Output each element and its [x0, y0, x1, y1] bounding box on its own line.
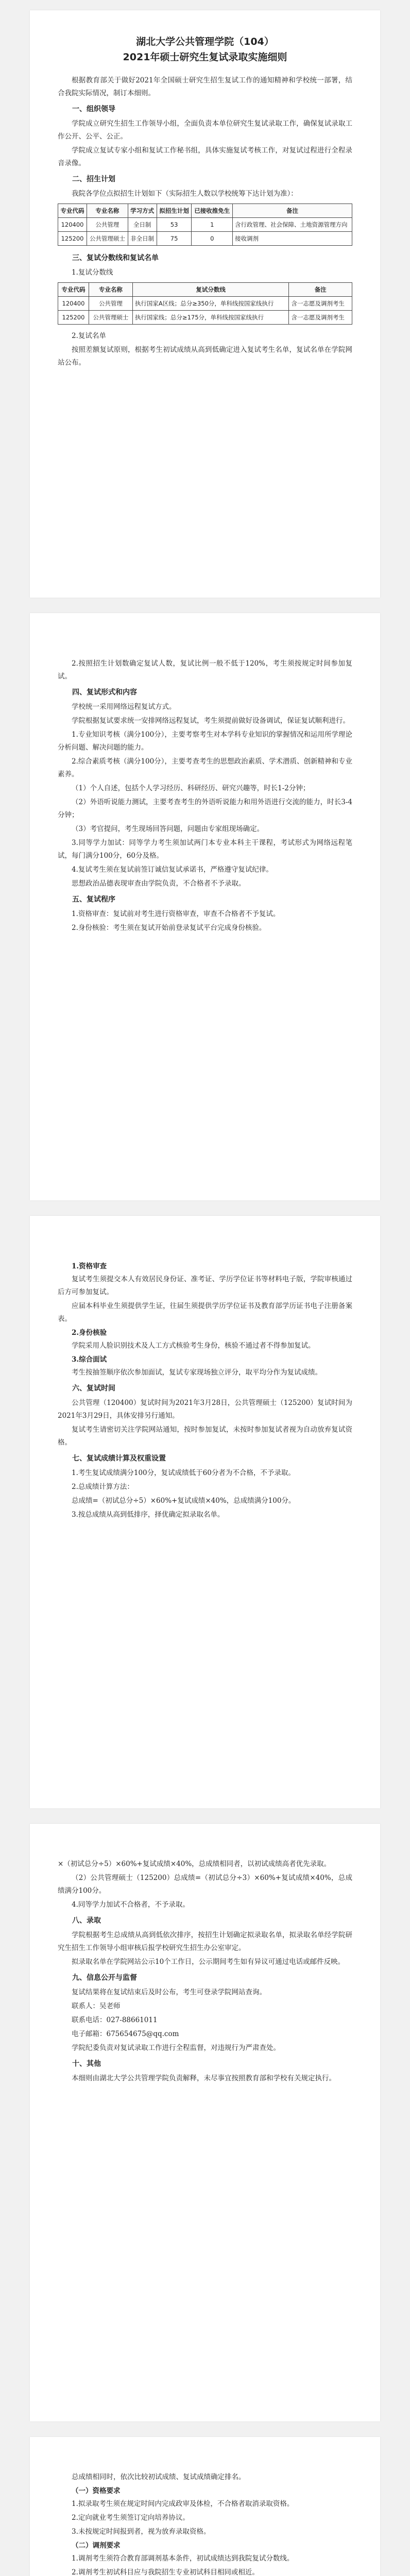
paragraph: 学院成立复试专家小组和复试工作秘书组，具体实施复试考核工作，对复试过程进行全程录音录像。	[58, 146, 352, 167]
paragraph: 复试结果将在复试结束后及时公布，考生可登录学院网站查询。	[72, 1988, 266, 1996]
table-cell: 执行国家A区线；总分≥350分，单科线按国家线执行	[132, 297, 288, 311]
spacer	[58, 1240, 352, 1260]
paragraph: ×（初试总分÷5）×60%+复试成绩×40%，总成绩相同者，以初试成绩高者优先录取。	[58, 1860, 331, 1868]
table-cell: 公共管理硕士	[87, 232, 128, 246]
paragraph: 2.综合素质考核（满分100分），主要考查考生的思想政治素质、学术潜质、创新精神和专业素养。	[58, 757, 352, 778]
table-cell: 含一志愿及调剂考生	[289, 311, 352, 325]
subsection-heading: 1.资格审查	[72, 1262, 107, 1270]
spacer	[58, 637, 352, 657]
table-header-cell: 备注	[233, 204, 352, 218]
paragraph: 总成绩相同时，依次比较初试成绩、复试成绩确定排名。	[72, 2473, 246, 2481]
email-address: 675654675@qq.com	[106, 2030, 179, 2038]
table-cell: 执行国家线；总分≥175分，单科线按国家线执行	[132, 311, 288, 325]
paragraph: 1.复试分数线	[72, 268, 113, 277]
paragraph: 思想政治品德表现审查由学院负责，不合格者不予录取。	[72, 879, 246, 888]
document-page-4	[30, 1824, 380, 2421]
subsection-heading: 2.身份核验	[72, 1329, 107, 1337]
paragraph: 复试考生请密切关注学院网站通知，按时参加复试，未按时参加复试者视为自动放弃复试资格。	[58, 1426, 352, 1447]
table-row	[58, 218, 352, 232]
table-cell: 公共管理硕士	[89, 311, 132, 325]
paragraph: 公共管理（120400）复试时间为2021年3月28日，公共管理硕士（125200）复试时间为2021年3月29日，具体安排另行通知。	[58, 1399, 352, 1420]
section-heading: 六、复试时间	[72, 1384, 115, 1393]
spacer	[58, 1848, 352, 1858]
document-title: 湖北大学公共管理学院（104）	[136, 36, 274, 47]
paragraph: 1.调剂考生须符合教育部调剂基本条件，初试成绩达到我院复试分数线。	[72, 2554, 294, 2563]
paragraph: 学院采用人脸识别技术及人工方式核验考生身份，核验不通过者不得参加复试。	[72, 1342, 315, 1350]
section-heading: 八、录取	[72, 1917, 101, 1925]
email-line	[58, 2028, 352, 2041]
document-page-3	[30, 1216, 380, 1808]
paragraph: 2.身份核验：考生须在复试开始前登录复试平台完成身份核验。	[72, 924, 266, 932]
section-heading: 七、复试成绩计算及权重设置	[72, 1454, 166, 1463]
section-heading: 一、组织领导	[72, 105, 115, 113]
document-page-5	[30, 2437, 380, 2576]
table-cell: 公共管理	[87, 218, 128, 232]
table-header-cell: 专业代码	[58, 283, 89, 297]
spacer	[58, 2461, 352, 2471]
paragraph: 学院根据考生总成绩从高到低依次排序，按招生计划确定拟录取名单，拟录取名单经学院研究生招生工作领导小组审核后报学校研究生招生办公室审定。	[58, 1931, 352, 1952]
table-cell: 75	[157, 232, 192, 246]
paragraph: 1.拟录取考生须在规定时间内完成政审及体检，不合格者取消录取资格。	[72, 2500, 294, 2508]
table-cell: 含行政管理、社会保障、土地资源管理方向	[233, 218, 352, 232]
paragraph: 2.定向就业考生须签订定向培养协议。	[72, 2514, 190, 2522]
paragraph: 我院各学位点拟招生计划如下（实际招生人数以学校统筹下达计划为准）：	[72, 190, 298, 198]
table-row	[58, 232, 352, 246]
section-heading: 五、复试程序	[72, 895, 115, 904]
paragraph: （2）外语听说能力测试，主要考查考生的外语听说能力和用外语进行交流的能力，时长3-4分钟；	[58, 798, 352, 819]
phone-label: 联系电话：	[72, 2016, 107, 2024]
table-cell: 接收调剂	[233, 232, 352, 246]
paragraph: 1.考生复试成绩满分100分，复试成绩低于60分者为不合格，不予录取。	[72, 1469, 295, 1477]
paragraph: 考生按抽签顺序依次参加面试，复试专家现场独立评分，取平均分作为复试成绩。	[72, 1368, 322, 1377]
table-cell: 1	[192, 218, 233, 232]
paragraph: 3.未按规定时间报到者，视为放弃录取资格。	[72, 2528, 211, 2536]
table-cell: 含一志愿及调剂考生	[289, 297, 352, 311]
phone-number: 027-88661011	[106, 2016, 158, 2024]
paragraph: 按照差额复试原则，根据考生初试成绩从高到低确定进入复试考生名单，复试名单在学院网站公布。	[58, 346, 352, 367]
paragraph: 总成绩=（初试总分÷5）×60%+复试成绩×40%，总成绩满分100分。	[72, 1497, 296, 1505]
paragraph: 3.按总成绩从高到低排序，择优确定拟录取名单。	[72, 1511, 225, 1519]
table-header-row	[58, 283, 352, 297]
paragraph: 2.总成绩计算方法：	[72, 1483, 134, 1491]
paragraph: 3.同等学力加试：同等学力考生须加试两门本专业本科主干课程，考试形式为网络远程笔试，每门满分100分，60分及格。	[58, 839, 352, 860]
section-heading: 四、复试形式和内容	[72, 688, 137, 697]
paragraph: 2.复试名单	[72, 332, 106, 340]
table-cell: 全日制	[128, 218, 157, 232]
table-header-cell: 拟招生计划	[157, 204, 192, 218]
table-header-cell: 专业代码	[58, 204, 87, 218]
table-cell: 0	[192, 232, 233, 246]
paragraph: 4.复试考生须在复试前签订诚信复试承诺书，严格遵守复试纪律。	[72, 866, 273, 874]
subsection-heading: 3.综合面试	[72, 1355, 107, 1364]
paragraph: 1.专业知识考核（满分100分），主要考察考生对本学科专业知识的掌握情况和运用所学理论分析问题、解决问题的能力。	[58, 731, 352, 752]
paragraph: 学校统一采用网络远程复试方式。	[72, 703, 176, 711]
section-heading: 九、信息公开与监督	[72, 1974, 137, 1982]
paragraph: （2）公共管理硕士（125200）总成绩=（初试总分÷3）×60%+复试成绩×40%，总成绩满分100分。	[58, 1874, 352, 1895]
document-subtitle: 2021年硕士研究生复试录取实施细则	[123, 52, 287, 63]
contact-name: 吴老师	[99, 2002, 121, 2010]
table-header-cell: 复试分数线	[132, 283, 288, 297]
table-row	[58, 311, 352, 325]
subsection-heading: （一）资格要求	[72, 2487, 121, 2495]
paragraph: 复试考生须提交本人有效居民身份证、准考证、学历学位证书等材料电子版，学院审核通过后方可参加复试。	[58, 1275, 352, 1296]
table-cell: 120400	[58, 218, 87, 232]
phone-line	[58, 2014, 352, 2027]
section-heading: 十、其他	[72, 2060, 101, 2068]
table-header-cell: 学习方式	[128, 204, 157, 218]
table-header-cell: 专业名称	[89, 283, 132, 297]
paragraph: 2.按照招生计划数确定复试人数，复试比例一般不低于120%，考生须按规定时间参加复试。	[58, 659, 352, 681]
table-cell: 53	[157, 218, 192, 232]
document-page-1	[30, 10, 380, 598]
paragraph: 学院纪委负责对复试录取工作进行全程监督，对违规行为严肃查处。	[72, 2044, 280, 2052]
email-label: 电子邮箱：	[72, 2030, 107, 2038]
contact-label: 联系人：	[72, 2002, 99, 2010]
paragraph: 拟录取名单在学院网站公示10个工作日，公示期间考生如有异议可通过电话或邮件反映。	[72, 1958, 345, 1966]
table-header-cell: 备注	[289, 283, 352, 297]
table-cell: 125200	[58, 232, 87, 246]
table-header-cell: 已接收推免生	[192, 204, 233, 218]
table-cell: 125200	[58, 311, 89, 325]
table-header-cell: 专业名称	[87, 204, 128, 218]
contact-line	[58, 2000, 352, 2013]
paragraph: 学院成立研究生招生工作领导小组，全面负责本单位研究生复试录取工作，确保复试录取工作公开、公平、公正。	[58, 120, 352, 141]
table-row	[58, 297, 352, 311]
paragraph: 应届本科毕业生须提供学生证，往届生须提供学历学位证书及教育部学历证书电子注册备案表。	[58, 1302, 352, 1323]
paragraph: 4.同等学力加试不合格者，不予录取。	[72, 1901, 190, 1909]
enrollment-plan-table	[58, 204, 352, 246]
section-heading: 二、招生计划	[72, 175, 115, 183]
paragraph: 本细则由湖北大学公共管理学院负责解释，未尽事宜按照教育部和学校有关规定执行。	[72, 2074, 336, 2082]
paragraph: 1.资格审查：复试前对考生进行资格审查，审查不合格者不予复试。	[72, 910, 280, 918]
table-cell: 非全日制	[128, 232, 157, 246]
intro-paragraph: 根据教育部关于做好2021年全国硕士研究生招生复试工作的通知精神和学校统一部署，结合我院实际情况，制订本细则。	[58, 76, 352, 97]
paragraph: 2.调剂考生初试科目应与我院招生专业初试科目相同或相近。	[72, 2568, 259, 2576]
paragraph: 学院根据复试要求统一安排网络远程复试，考生须提前做好设备调试，保证复试顺利进行。	[72, 717, 350, 725]
section-heading: 三、复试分数线和复试名单	[72, 254, 159, 262]
table-header-row	[58, 204, 352, 218]
paragraph: （1）个人自述，包括个人学习经历、科研经历、研究兴趣等，时长1-2分钟；	[72, 784, 310, 792]
table-cell: 公共管理	[89, 297, 132, 311]
document-page-2	[30, 613, 380, 1200]
score-line-table	[58, 282, 352, 325]
table-cell: 120400	[58, 297, 89, 311]
subsection-heading: （二）调剂要求	[72, 2541, 121, 2550]
paragraph: （3）考官提问，考生现场回答问题，问题由专家组现场确定。	[72, 825, 264, 833]
